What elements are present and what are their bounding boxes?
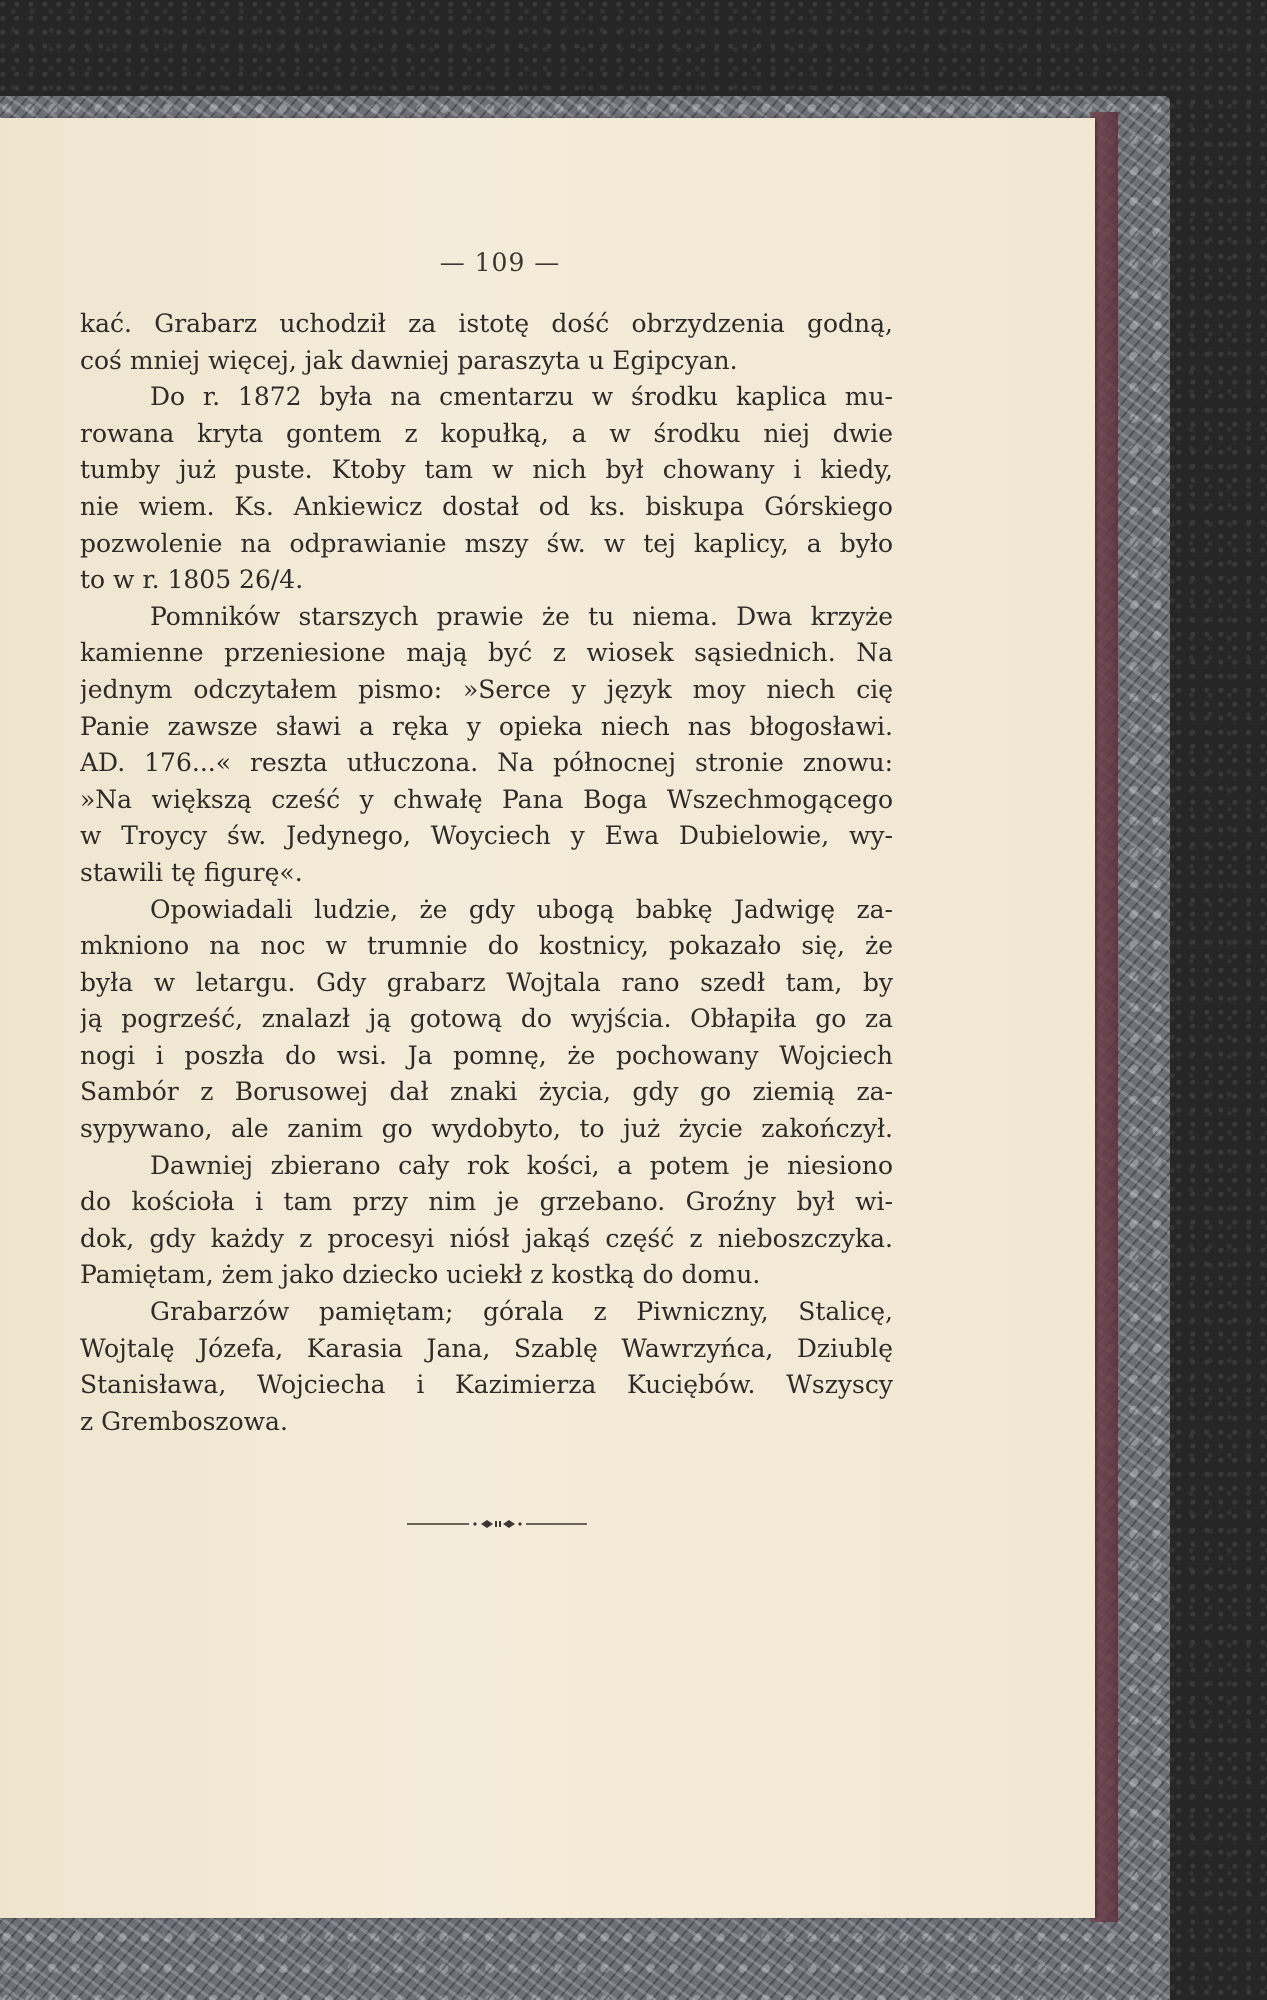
text-line: była w letargu. Gdy grabarz Wojtala rano szedł tam, by bbox=[80, 967, 893, 997]
text-line: coś mniej więcej, jak dawniej paraszyta u Egipcyan. bbox=[80, 345, 738, 375]
text-line: dok, gdy każdy z procesyi niósł jakąś część z nieboszczyka. bbox=[80, 1223, 893, 1253]
text-line: ją pogrześć, znalazł ją gotową do wyjścia. Obłapiła go za bbox=[80, 1004, 893, 1034]
end-ornament bbox=[407, 1517, 587, 1531]
text-line: Opowiadali ludzie, że gdy ubogą babkę Jadwigę za- bbox=[150, 894, 893, 924]
text-line: tumby już puste. Ktoby tam w nich był chowany i kiedy, bbox=[80, 455, 893, 485]
text-line: Panie zawsze sławi a ręka y opieka niech nas błogosławi. bbox=[80, 711, 893, 741]
text-line: stawili tę figurę«. bbox=[80, 857, 303, 887]
text-line: jednym odczytałem pismo: »Serce y język moy niech cię bbox=[80, 674, 893, 704]
text-line: sypywano, ale zanim go wydobyto, to już życie zakończył. bbox=[80, 1114, 893, 1144]
text-line: do kościoła i tam przy nim je grzebano. Groźny był wi- bbox=[80, 1187, 893, 1217]
body-text bbox=[80, 306, 893, 1440]
text-line: kamienne przeniesione mają być z wiosek sąsiednich. Na bbox=[80, 638, 893, 668]
text-line: nogi i poszła do wsi. Ja pomnę, że pochowany Wojciech bbox=[80, 1040, 893, 1070]
text-line: Do r. 1872 była na cmentarzu w środku kaplica mu- bbox=[150, 382, 893, 412]
text-line: Sambór z Borusowej dał znaki życia, gdy go ziemią za- bbox=[80, 1077, 893, 1107]
text-line: »Na większą cześć y chwałę Pana Boga Wszechmogącego bbox=[80, 784, 893, 814]
text-line: Pamiętam, żem jako dziecko uciekł z kostką do domu. bbox=[80, 1260, 761, 1290]
text-line: z Gremboszowa. bbox=[80, 1406, 288, 1436]
page-number: — 109 — bbox=[439, 248, 561, 277]
text-line: nie wiem. Ks. Ankiewicz dostał od ks. biskupa Górskiego bbox=[80, 491, 893, 521]
text-line: kać. Grabarz uchodził za istotę dość obrzydzenia godną, bbox=[80, 309, 893, 338]
text-line: pozwolenie na odprawianie mszy św. w tej kaplicy, a było bbox=[80, 528, 893, 558]
text-line: Stanisława, Wojciecha i Kazimierza Kuciębów. Wszyscy bbox=[80, 1370, 893, 1400]
text-line: Grabarzów pamiętam; górala z Piwniczny, Stalicę, bbox=[150, 1297, 893, 1327]
text-line: Pomników starszych prawie że tu niema. Dwa krzyże bbox=[150, 601, 893, 631]
text-line: w Troycy św. Jedynego, Woyciech y Ewa Dubielowie, wy- bbox=[80, 821, 893, 851]
text-line: Wojtalę Józefa, Karasia Jana, Szablę Wawrzyńca, Dziublę bbox=[80, 1333, 893, 1363]
text-line: Dawniej zbierano cały rok kości, a potem je niesiono bbox=[150, 1150, 893, 1180]
text-line: mkniono na noc w trumnie do kostnicy, pokazało się, że bbox=[80, 931, 893, 961]
text-line: to w r. 1805 26/4. bbox=[80, 565, 304, 595]
book-page bbox=[0, 118, 1095, 1918]
text-line: AD. 176...« reszta utłuczona. Na północnej stronie znowu: bbox=[80, 748, 893, 778]
text-line: rowana kryta gontem z kopułką, a w środku niej dwie bbox=[80, 418, 893, 448]
